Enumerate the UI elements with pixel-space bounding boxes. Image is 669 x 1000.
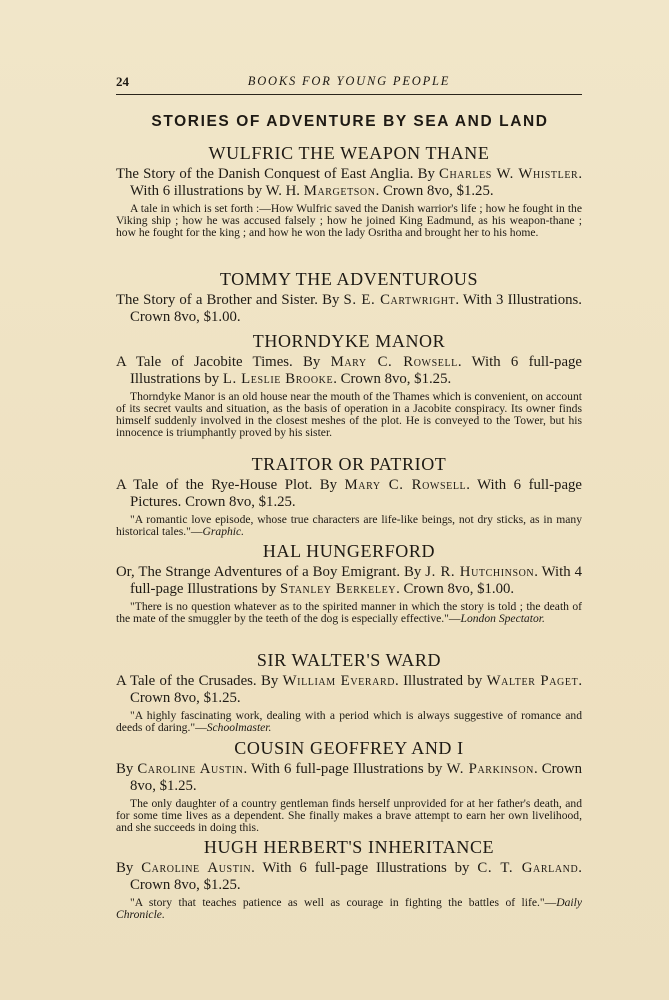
desc-text: . With 6 full-page Illustrations by: [251, 860, 478, 876]
book-entry: [116, 737, 582, 834]
review-source: London Spectator.: [460, 612, 545, 625]
desc-text: . Illustrated by: [395, 673, 487, 689]
book-title: COUSIN GEOFFREY AND I: [234, 738, 464, 758]
book-entry: [116, 142, 582, 239]
author-name: Mary C. Rowsell: [344, 477, 467, 493]
book-entry: [116, 330, 582, 439]
illustrator-name: W. Parkinson: [446, 761, 534, 777]
book-title: HUGH HERBERT'S INHERITANCE: [203, 837, 495, 857]
desc-text: By: [116, 860, 142, 876]
desc-text: The Story of the Danish Conquest of East Anglia. By: [116, 166, 439, 182]
desc-text: . With 6 full-page Pictures. Crown 8vo, $1.25.: [130, 477, 582, 510]
book-description: [116, 860, 582, 894]
review-text: "A story that teaches patience as well as courage in fighting the battles of life."—: [130, 896, 557, 909]
illustrator-name: Walter Paget: [486, 673, 579, 689]
book-description: [116, 673, 582, 707]
book-title: TOMMY THE ADVENTUROUS: [219, 269, 479, 289]
illustrator-name: Stanley Berkeley: [280, 581, 397, 597]
desc-text: . Crown 8vo, $1.00.: [396, 581, 515, 597]
book-entry: [116, 540, 582, 625]
author-name: Caroline Austin: [141, 860, 252, 876]
desc-text: The Story of a Brother and Sister. By: [116, 292, 344, 308]
desc-text: . With 6 full-page Illustrations by: [243, 761, 447, 777]
book-review: [116, 514, 582, 538]
desc-text: . With 6 illustrations by W. H.: [130, 166, 583, 199]
desc-text: . Crown 8vo, $1.25.: [375, 183, 494, 199]
review-source: Schoolmaster.: [206, 721, 272, 734]
book-description: [116, 292, 582, 326]
desc-text: A Tale of the Rye-House Plot. By: [116, 477, 345, 493]
book-description: [116, 761, 582, 795]
book-review: [116, 203, 582, 239]
book-title: TRAITOR OR PATRIOT: [251, 454, 447, 474]
desc-text: . With 3 Illustrations. Crown 8vo, $1.00.: [130, 292, 582, 325]
illustrator-name: L. Leslie Brooke: [222, 371, 334, 387]
running-title: BOOKS FOR YOUNG PEOPLE: [247, 74, 451, 88]
section-title: STORIES OF ADVENTURE BY SEA AND LAND: [151, 113, 549, 130]
book-review: [116, 897, 582, 921]
review-text: "A romantic love episode, whose true characters are life-like beings, not dry sticks, as in many historical tales."—: [116, 513, 582, 538]
review-text: "There is no question whatever as to the spirited manner in which the story is told ; the death of the mate of the smuggler by the teeth of the dog is especially effective."—: [116, 600, 582, 625]
book-title: HAL HUNGERFORD: [262, 541, 436, 561]
author-name: S. E. Cartwright: [343, 292, 456, 308]
desc-text: . Crown 8vo, $1.25.: [333, 371, 452, 387]
review-text: The only daughter of a country gentleman finds herself unprovided for at her father's death, and for some time lives as a dependent. She finally makes a brave attempt to earn her own livelihood, and she succeeds in doing this.: [116, 797, 582, 834]
book-entry: [116, 649, 582, 734]
desc-text: . With 6 full-page Illustrations by: [130, 354, 582, 387]
book-review: [116, 391, 582, 439]
running-head: [116, 74, 582, 94]
book-entry: [116, 268, 582, 326]
author-name: Mary C. Rowsell: [330, 354, 458, 370]
desc-text: . Crown 8vo, $1.25.: [130, 761, 583, 794]
desc-text: . Crown 8vo, $1.25.: [130, 860, 582, 893]
book-description: [116, 166, 582, 200]
book-review: [116, 798, 582, 834]
review-source: Daily Chronicle.: [116, 896, 582, 921]
book-entry: [116, 453, 582, 538]
review-text: Thorndyke Manor is an old house near the mouth of the Thames which is convenient, on account of its secret vaults and situation, as the basis of operation in a Jacobite conspiracy. Its owner finds himself suddenly involved in the closest meshes of the plot. He is conveyed to the Tower, but his innocence is triumphantly proved by his sister.: [116, 390, 582, 439]
review-text: A tale in which is set forth :—How Wulfric saved the Danish warrior's life ; how he fought in the Viking ship ; how he was accused falsely ; how he joined King Eadmund, as his weapon-thane ; how he fought for the king ; and how he won the lady Osritha and brought her to his home.: [116, 202, 582, 239]
illustrator-name: C. T. Garland: [477, 860, 579, 876]
desc-text: By: [116, 761, 138, 777]
book-description: [116, 354, 582, 388]
illustrator-name: Margetson: [303, 183, 376, 199]
desc-text: Or, The Strange Adventures of a Boy Emigrant. By: [116, 564, 426, 580]
book-description: [116, 564, 582, 598]
desc-text: A Tale of the Crusades. By: [116, 673, 283, 689]
header-rule: [116, 94, 582, 95]
desc-text: A Tale of Jacobite Times. By: [116, 354, 331, 370]
book-title: SIR WALTER'S WARD: [256, 650, 442, 670]
author-name: William Everard: [282, 673, 396, 689]
author-name: J. R. Hutchinson: [425, 564, 535, 580]
book-description: [116, 477, 582, 511]
book-title: THORNDYKE MANOR: [252, 331, 446, 351]
author-name: Caroline Austin: [137, 761, 244, 777]
desc-text: . With 4 full-page Illustrations by: [130, 564, 583, 597]
book-review: [116, 601, 582, 625]
page-number: 24: [116, 74, 129, 89]
book-title: WULFRIC THE WEAPON THANE: [208, 143, 490, 163]
review-source: Graphic.: [202, 525, 245, 538]
desc-text: . Crown 8vo, $1.25.: [130, 673, 583, 706]
author-name: Charles W. Whistler: [439, 166, 579, 182]
review-text: "A highly fascinating work, dealing with a period which is always suggestive of romance and deeds of daring."—: [116, 709, 582, 734]
book-review: [116, 710, 582, 734]
book-entry: [116, 836, 582, 921]
